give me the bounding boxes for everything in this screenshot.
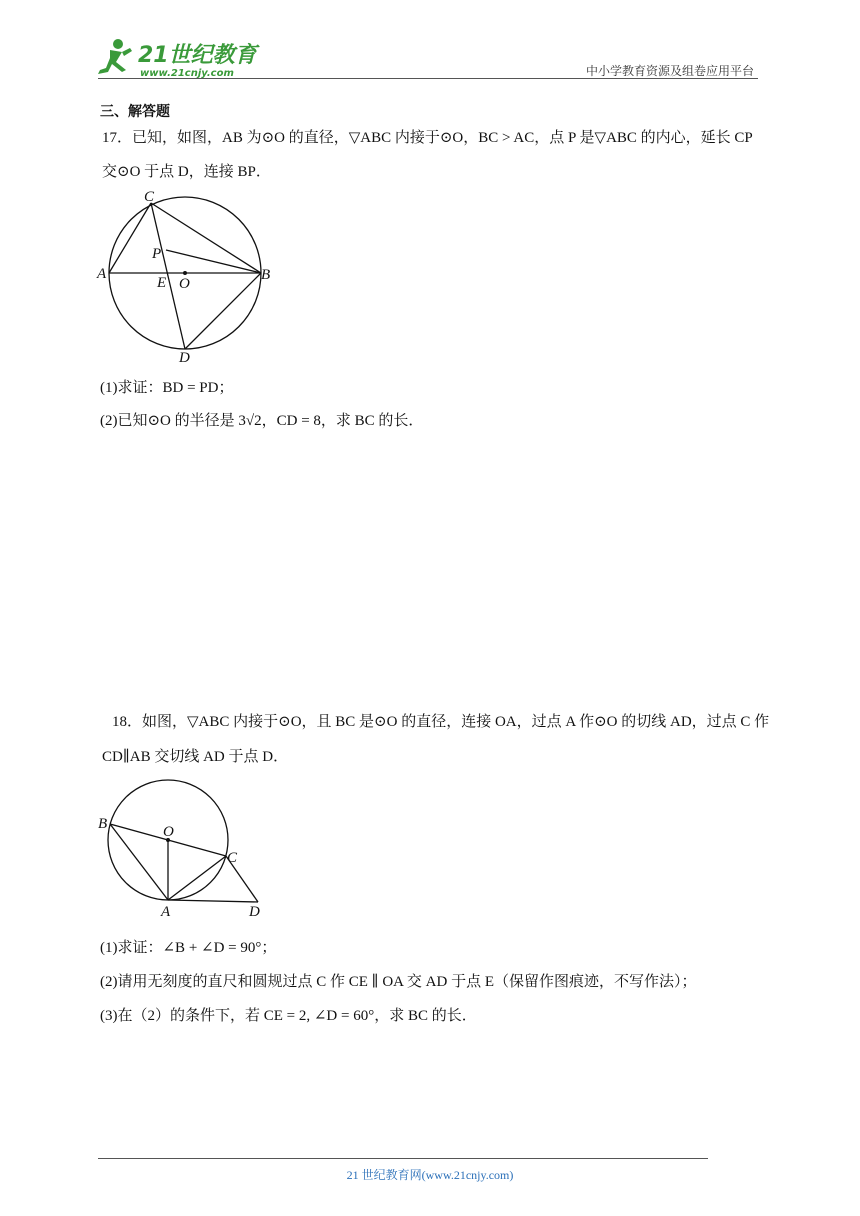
header-divider bbox=[98, 78, 758, 79]
q17-label-c: C bbox=[144, 189, 155, 205]
q17-label-b: B bbox=[261, 267, 271, 283]
q18-part2: (2)请用无刻度的直尺和圆规过点 C 作 CE ∥ OA 交 AD 于点 E（保留作图痕迹，不写作法）； bbox=[100, 974, 697, 990]
q17-label-a: A bbox=[97, 266, 107, 282]
q18-stem-line2: CD∥AB 交切线 AD 于点 D． bbox=[102, 749, 289, 765]
q17-stem-line2: 交⊙O 于点 D，连接 BP． bbox=[102, 164, 271, 180]
q17-stem-line1: 17．已知，如图，AB 为⊙O 的直径，▽ABC 内接于⊙O，BC > AC，点 P 是▽ABC 的内心，延长 CP bbox=[102, 130, 753, 146]
q18-segment-ca bbox=[168, 856, 226, 900]
footer-divider bbox=[98, 1158, 708, 1159]
q17-part2: (2)已知⊙O 的半径是 3√2，CD = 8，求 BC 的长． bbox=[100, 413, 424, 429]
q18-part3: (3)在（2）的条件下，若 CE = 2, ∠D = 60°，求 BC 的长． bbox=[100, 1008, 477, 1024]
q18-label-c: C bbox=[227, 850, 238, 866]
q17-label-p: P bbox=[152, 246, 162, 262]
q17-segment-bd bbox=[185, 273, 261, 349]
q18-part1: (1)求证：∠B + ∠D = 90°； bbox=[100, 940, 277, 956]
q18-label-d: D bbox=[249, 904, 260, 920]
q17-segment-ac bbox=[109, 203, 151, 273]
q17-center-dot bbox=[183, 271, 187, 275]
q18-label-o: O bbox=[163, 824, 174, 840]
q18-label-a: A bbox=[161, 904, 171, 920]
q17-label-o: O bbox=[179, 276, 190, 292]
q18-segment-ba bbox=[110, 824, 168, 900]
logo-url: www.21cnjy.com bbox=[140, 68, 234, 79]
footer-link[interactable]: 21 世纪教育网(www.21cnjy.com) bbox=[346, 1168, 514, 1182]
header-tagline: 中小学教育资源及组卷应用平台 bbox=[585, 64, 754, 78]
q17-segment-cb bbox=[151, 203, 261, 273]
site-logo bbox=[96, 36, 266, 80]
q18-label-b: B bbox=[98, 816, 108, 832]
q17-figure bbox=[96, 188, 276, 366]
q17-part1: (1)求证：BD = PD； bbox=[100, 380, 234, 396]
q18-figure bbox=[94, 778, 270, 922]
logo-brand: 21世纪教育 bbox=[138, 43, 257, 68]
q18-stem-line1: 18．如图，▽ABC 内接于⊙O，且 BC 是⊙O 的直径，连接 OA，过点 A 作⊙O 的切线 AD，过点 C 作 bbox=[112, 714, 770, 730]
section-title: 三、解答题 bbox=[100, 104, 170, 120]
q17-segment-pb bbox=[166, 250, 261, 273]
runner-logo-icon bbox=[98, 39, 132, 74]
q17-label-d: D bbox=[179, 350, 190, 366]
q17-label-e: E bbox=[157, 275, 167, 291]
q18-tangent-ad bbox=[168, 900, 258, 902]
